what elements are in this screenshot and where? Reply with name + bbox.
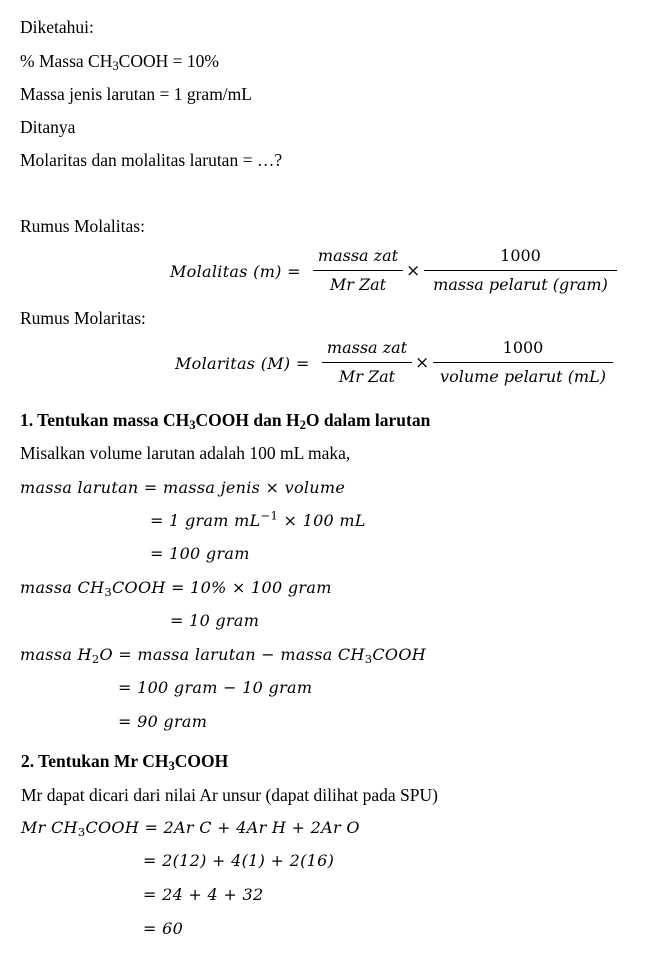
step2-line-2: = 2(12) + 4(1) + 2(16) — [143, 851, 335, 870]
step1-line-8: = 90 gram — [118, 712, 208, 731]
molality-frac1-numerator: massa zat — [317, 246, 399, 265]
molality-frac2-numerator: 1000 — [500, 246, 541, 265]
asked-heading: Ditanya — [20, 117, 76, 137]
molality-fraction-1 — [313, 246, 403, 295]
molality-frac1-denominator: Mr Zat — [329, 275, 387, 294]
given-heading: Diketahui: — [20, 17, 94, 37]
molarity-fraction-2 — [433, 338, 613, 387]
molarity-frac2-numerator: 1000 — [502, 338, 544, 357]
molarity-frac2-denominator: volume pelarut (mL) — [440, 367, 606, 386]
asked-question: Molaritas dan molalitas larutan = …? — [20, 150, 283, 170]
molarity-frac1-numerator: massa zat — [326, 338, 408, 357]
molality-times-sign: × — [406, 261, 421, 281]
molality-lhs: Molalitas (m) = — [170, 262, 301, 281]
step1-line-3: = 100 gram — [150, 544, 250, 563]
molality-formula-label: Rumus Molalitas: — [20, 216, 145, 236]
step1-line-7: = 100 gram − 10 gram — [118, 678, 313, 697]
molarity-frac1-denominator: Mr Zat — [338, 367, 396, 386]
step1-intro: Misalkan volume larutan adalah 100 mL maka, — [20, 443, 351, 463]
molarity-fraction-1 — [322, 338, 412, 387]
molarity-times-sign: × — [415, 353, 430, 373]
step1-line-2: = 1 gram $mL^{-1} \times 100$ mL — [150, 508, 366, 530]
step1-line-4: massa $CH_3COOH = 10\% \times 100$ gram — [20, 578, 332, 599]
step2-line-1: Mr $CH_3COOH = 2Ar$ C + 4Ar H + 2Ar O — [21, 818, 360, 839]
molality-frac2-denominator: massa pelarut (gram) — [433, 275, 608, 294]
step2-line-4: = 60 — [143, 919, 184, 938]
step1-line-6: massa $H_2O$ = massa larutan − massa $CH_3COOH$ — [20, 645, 427, 666]
step1-line-1: massa larutan = massa jenis × volume — [20, 478, 346, 497]
molarity-lhs: Molaritas (M) = — [175, 354, 310, 373]
step1-title: 1. Tentukan massa $CH_3COOH$ dan $H_2O$ dalam larutan — [20, 410, 431, 433]
molarity-formula-label: Rumus Molaritas: — [20, 308, 146, 328]
step2-title: 2. Tentukan Mr $CH_3COOH$ — [21, 751, 229, 774]
step1-line-5: = 10 gram — [170, 611, 260, 630]
given-density: Massa jenis larutan = 1 gram/mL — [20, 84, 252, 104]
molality-fraction-2 — [424, 246, 617, 295]
step2-line-3: = 24 + 4 + 32 — [143, 885, 264, 904]
given-mass-percent: % Massa $CH_3COOH = 10\%$ — [20, 51, 219, 74]
step2-intro: Mr dapat dicari dari nilai Ar unsur (dapat dilihat pada SPU) — [21, 785, 438, 805]
